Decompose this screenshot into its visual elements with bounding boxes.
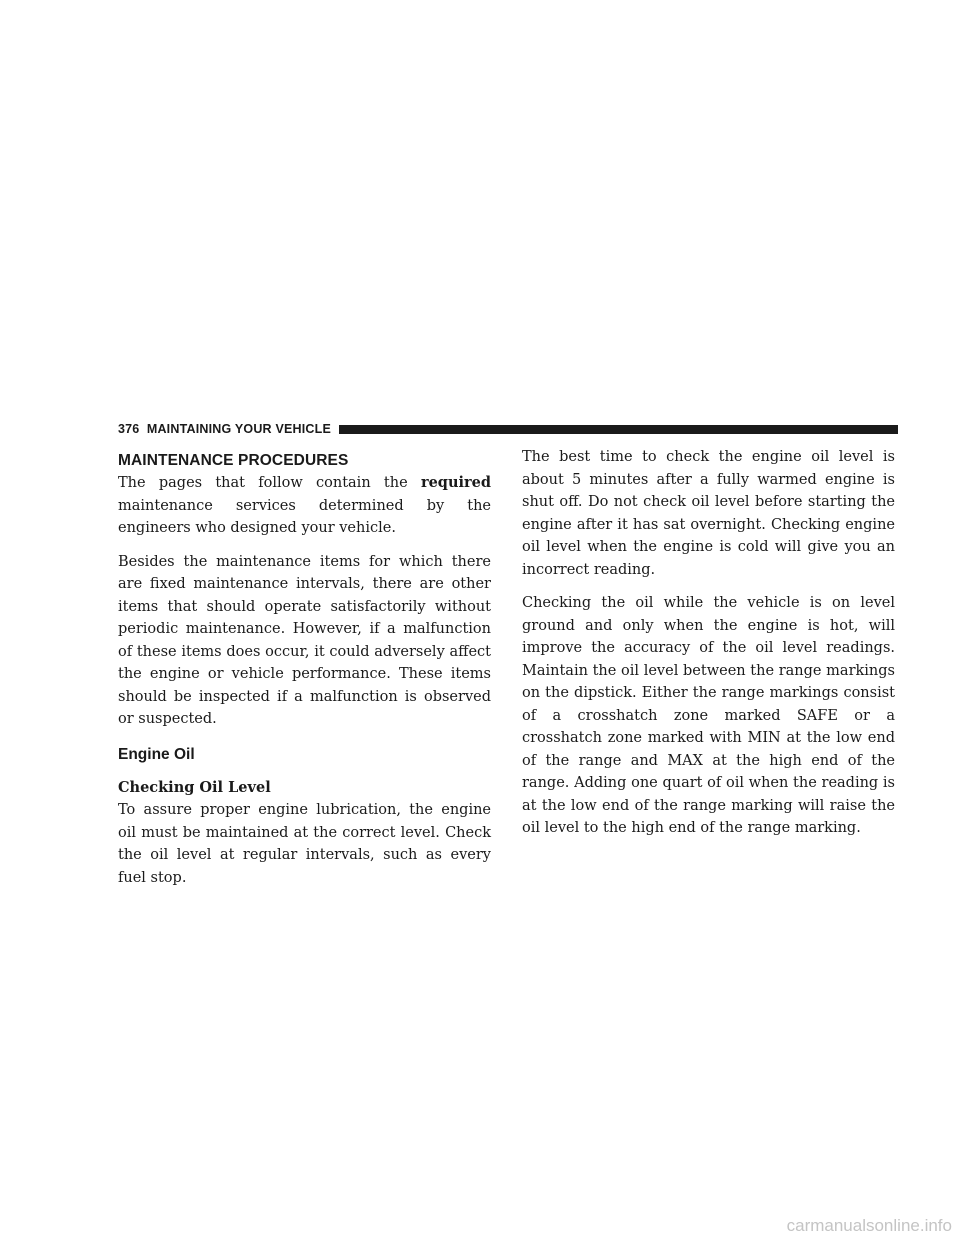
chapter-title: MAINTAINING YOUR VEHICLE: [146, 422, 332, 436]
intro-text-after: maintenance services determined by the engineers who designed your vehicle.: [118, 497, 491, 536]
intro-text-before: The pages that follow contain the: [118, 475, 421, 491]
page-header-text: [118, 422, 331, 436]
paragraph-level-ground: Checking the oil while the vehicle is on level ground and only when the engine is hot, will improve the accuracy of the oil level readings. Maintain the oil level between the range markings on the dipstick. Either the range markings consist of a crosshatch zone marked SAFE or a crosshatch zone marked with MIN at the low end of the range and MAX at the high end of the range. Adding one quart of oil when the reading is at the low end of the range marking will raise the oil level to the high end of the range marking.: [522, 595, 895, 836]
section-title: MAINTENANCE PROCEDURES: [118, 452, 349, 469]
paragraph-best-time: The best time to check the engine oil level is about 5 minutes after a fully warmed engine is shut off. Do not check oil level before starting the engine after it has sat overnight. Checking engine oil level when the engine is cold will give you an incorrect reading.: [522, 449, 895, 578]
paragraph-oil-level: To assure proper engine lubrication, the engine oil must be maintained at the correct level. Check the oil level at regular intervals, such as every fuel stop.: [118, 802, 491, 886]
subsection-title: Engine Oil: [118, 745, 195, 763]
intro-emphasis: required: [420, 474, 491, 491]
header-rule: [339, 425, 898, 434]
right-column: [522, 446, 895, 851]
watermark: carmanualsonline.info: [786, 1216, 952, 1235]
paragraph-besides: Besides the maintenance items for which there are fixed maintenance intervals, there are other items that should operate satisfactorily without periodic maintenance. However, if a malfunction of these items does occur, it could adversely affect the engine or vehicle performance. These items should be inspected if a malfunction is observed or suspected.: [118, 553, 491, 727]
running-header: [118, 421, 898, 437]
page-number: 376: [118, 422, 140, 436]
paragraph-heading: Checking Oil Level: [118, 778, 271, 796]
intro-paragraph: [118, 472, 491, 540]
left-column: [118, 451, 491, 900]
